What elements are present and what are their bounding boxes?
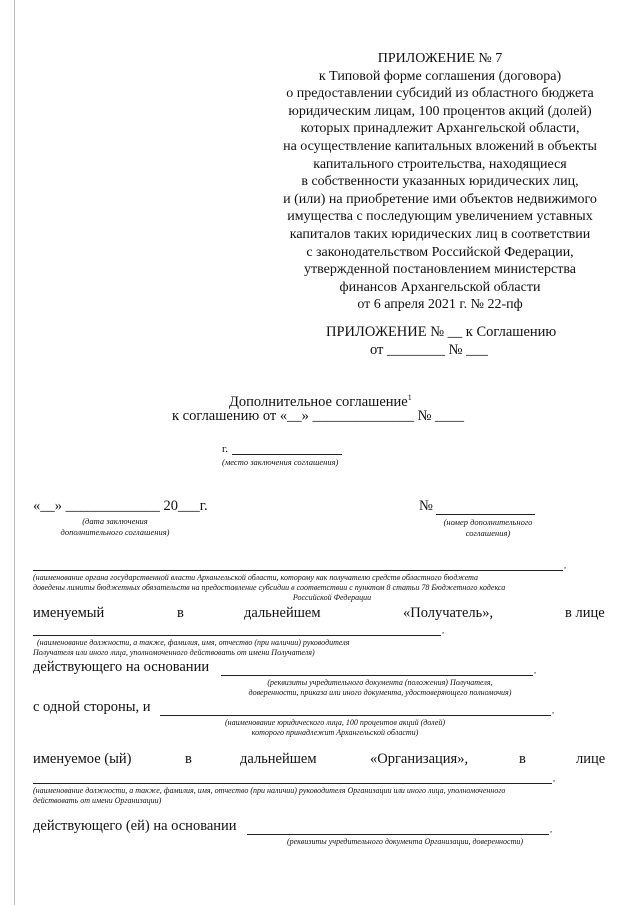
one-side-label: с одной стороны, и [33,699,151,715]
appendix-line: ПРИЛОЖЕНИЕ № 7 [377,51,503,66]
page-edge-line [14,0,15,905]
date-caption: (дата заключения [82,516,148,526]
named-word: лице [576,751,606,767]
footnote-mark: 1 [407,393,412,402]
date-caption: дополнительного соглашения) [60,527,170,537]
agreement-appendix-title: ПРИЛОЖЕНИЕ № __ к Соглашению [326,324,557,340]
number-caption: соглашения) [465,528,511,538]
appendix-line: капиталов таких юридических лиц в соответствии [289,226,591,242]
organ-caption: (наименование органа государственной власти Архангельской области, которому как получателю средств областного бюджета [33,573,479,582]
place-prefix: г. [222,443,229,455]
comma: , [553,773,556,783]
organ-caption: доведены лимиты бюджетных обязательств на предоставление субсидии в соответствии с пунктом 8 статьи 78 Бюджетного кодекса [33,583,506,592]
named-word: дальнейшем [244,605,321,621]
appendix-line: имущества с последующим увеличением уставных [287,209,593,225]
place-field[interactable] [232,454,342,455]
org-basis-caption: (реквизиты учредительного документа Организации, доверенности) [286,837,524,846]
appendix-line: которых принадлежит Архангельской области, [300,121,580,137]
appendix-line: на осуществление капитальных вложений в объекты [283,138,597,154]
agreement-date: «__» _____________ 20___г. [33,498,208,514]
recipient-basis-field[interactable] [221,675,533,676]
recipient-person-field[interactable] [33,635,441,636]
named-word: в [177,605,184,621]
named-word: в [519,751,526,767]
number-caption: (номер дополнительного [443,517,533,527]
place-caption: (место заключения соглашения) [222,457,339,467]
named-word: в лице [565,605,605,621]
appendix-line: о предоставлении субсидий из областного бюджета [286,86,594,102]
named-word: дальнейшем [240,751,317,767]
basis-caption: доверенности, приказа или иного документа, удостоверяющего полномочия) [248,688,512,697]
comma: , [564,560,567,570]
named-word: «Организация», [370,751,469,767]
appendix-line: к Типовой форме соглашения (договора) [318,68,562,84]
appendix-header [255,50,625,314]
comma: , [534,665,537,675]
organization-name-field[interactable] [160,715,551,716]
person-caption: (наименование должности, а также, фамилия, имя, отчество (при наличии) руководителя [37,638,350,647]
organ-caption: Российской Федерации [292,593,372,602]
appendix-line: юридическим лицам, 100 процентов акций (долей) [288,103,592,119]
org-person-caption: действовать от имени Организации) [33,796,162,805]
agreement-appendix-date: от ________ № ___ [370,342,488,358]
person-caption: Получателя или иного лица, уполномоченного действовать от имени Получателя) [33,648,315,657]
appendix-line: и (или) на приобретение ими объектов недвижимого [283,191,597,207]
acting-label-2: действующего (ей) на основании [33,818,237,834]
basis-caption: (реквизиты учредительного документа (положения) Получателя, [267,678,493,687]
organization-basis-field[interactable] [247,834,549,835]
appendix-line: с законодательством Российской Федерации, [306,244,574,260]
comma: , [550,824,553,834]
named-word: именуемое (ый) [33,751,132,767]
org-person-caption: (наименование должности, а также, фамилия, имя, отчество (при наличии) руководителя Организации или иного лица, уполномоченного [33,786,506,795]
appendix-line: финансов Архангельской области [339,279,541,295]
legal-caption: которого принадлежит Архангельской области) [251,728,419,737]
document-subtitle: к соглашению от «__» ______________ № ____ [172,408,465,424]
comma: , [552,705,555,715]
appendix-line: капитального строительства, находящиеся [313,156,567,172]
number-prefix: № [419,498,433,514]
organization-person-field[interactable] [33,783,552,784]
appendix-line: от 6 апреля 2021 г. № 22-пф [357,297,523,313]
appendix-line: утвержденной постановлением министерства [304,262,576,278]
named-word: «Получатель», [403,605,494,621]
named-word: в [185,751,192,767]
legal-caption: (наименование юридического лица, 100 процентов акций (долей) [225,718,445,727]
appendix-line: в собственности указанных юридических лиц, [301,174,579,190]
comma: , [442,625,445,635]
named-word: именуемый [33,605,105,621]
agreement-number-field[interactable] [436,514,535,515]
acting-label: действующего на основании [33,659,210,675]
document-title-text: Дополнительное соглашение [229,393,408,410]
organ-name-field[interactable] [33,570,563,571]
